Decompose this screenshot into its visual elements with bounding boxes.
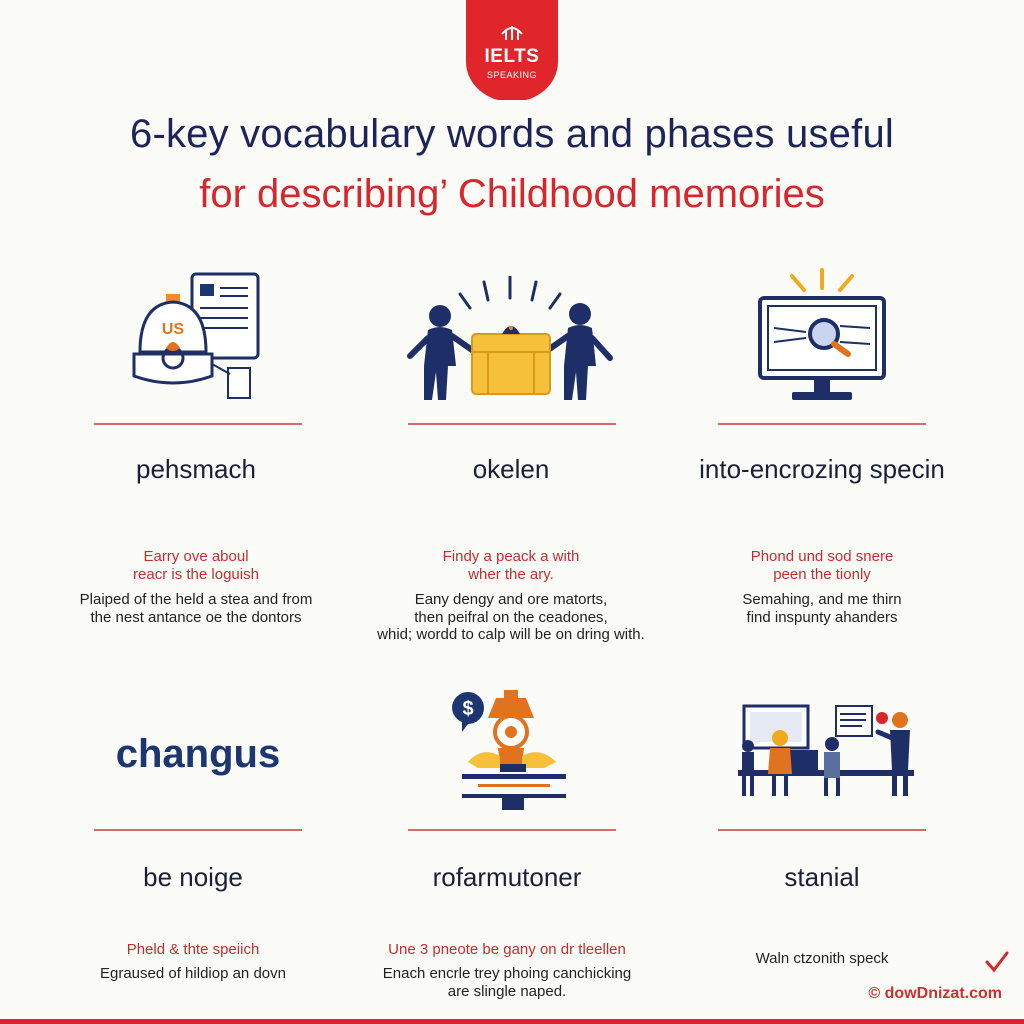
example-line: Earry ove aboul <box>143 548 249 565</box>
badge-title: IELTS <box>484 46 540 67</box>
definition-line: Egraused of hildiop an dovn <box>100 965 286 982</box>
divider <box>94 423 302 425</box>
example-line: Pheld & thte speiich <box>126 941 260 958</box>
divider <box>408 829 616 831</box>
two-people-carrying-box-icon <box>400 276 620 406</box>
watermark: © dowDnizat.com <box>868 985 1002 1002</box>
example-line: Phond und sod snere <box>750 548 894 565</box>
computer-monitor-magnifier-icon <box>752 268 892 408</box>
definition-line: the nest antance oe the dontors <box>90 609 302 626</box>
dollar-speech-lamp-icon <box>448 688 578 812</box>
page-title: 6-key vocabulary words and phases useful <box>130 112 894 156</box>
definition-line: whid; wordd to calp will be on dring with. <box>377 626 645 643</box>
definition-line: find inspunty ahanders <box>746 609 898 626</box>
vocab-term: pehsmach <box>136 454 256 484</box>
example-line: Une 3 pneote be gany on dr tleellen <box>388 941 626 958</box>
example-line: reacr is the loguish <box>133 566 259 583</box>
definition-line: Waln ctzonith speck <box>755 950 889 967</box>
definition-line: then peifral on the ceadones, <box>414 609 608 626</box>
vocab-term: be noige <box>143 862 243 892</box>
page-subtitle: for describing’ Childhood memories <box>199 172 825 216</box>
example-line: peen the tionly <box>773 566 871 583</box>
us-robot-document-icon <box>126 268 266 408</box>
definition-line: Semahing, and me thirn <box>742 591 902 608</box>
vocab-term: into-encrozing specin <box>699 454 945 484</box>
divider <box>408 423 616 425</box>
svg-text:$: $ <box>462 698 474 720</box>
definition-line: are slingle naped. <box>447 983 567 1000</box>
bottom-accent-bar <box>0 1019 1024 1024</box>
badge-subtitle: SPEAKING <box>486 70 537 80</box>
definition-line: Enach encrle trey phoing canchicking <box>382 965 632 982</box>
divider <box>718 423 926 425</box>
vocab-term: stanial <box>784 862 860 892</box>
classroom-people-icon <box>732 700 922 804</box>
ielts-speaking-badge <box>466 0 558 100</box>
definition-line: Plaiped of the held a stea and from <box>79 591 313 608</box>
divider <box>94 829 302 831</box>
svg-text:US: US <box>161 321 185 338</box>
example-line: Findy a peack a with <box>442 548 580 565</box>
featured-term: changus <box>115 732 281 776</box>
vocab-term: rofarmutoner <box>432 862 582 892</box>
definition-line: Eany dengy and ore matorts, <box>414 591 608 608</box>
vocab-term: okelen <box>472 454 550 484</box>
divider <box>718 829 926 831</box>
example-line: wher the ary. <box>468 566 554 583</box>
checkmark-icon <box>984 950 1010 976</box>
